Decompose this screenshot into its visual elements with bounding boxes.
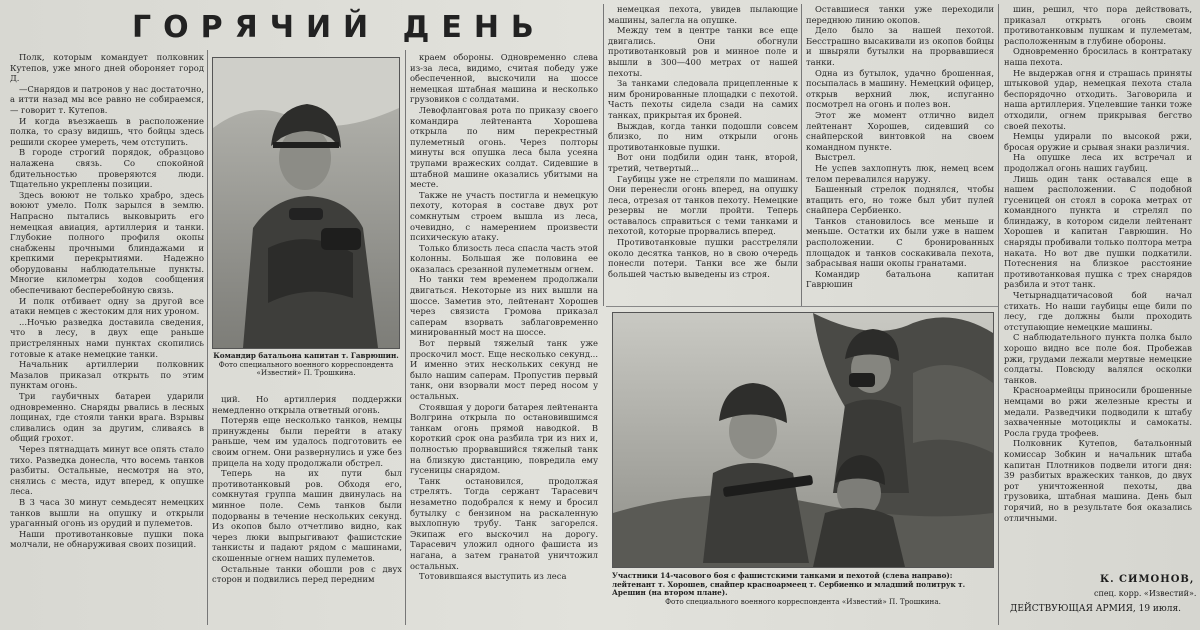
paragraph: С наблюдательного пункта полка было хорошо видно все поле боя. Пробежав ржи, грудами лежали мертвые немецкие солдаты. Повсюду валялся осколки танков. xyxy=(1004,332,1192,385)
paragraph: Также не участь постигла и немецкую пехоту, которая в составе двух рот сомкнутым строем вышла из леса, очевидно, с намерением произвести психическую атаку. xyxy=(410,189,598,243)
author-signature: К. СИМОНОВ, xyxy=(1100,574,1195,585)
paragraph: И когда въезжаешь в расположение полка, то сразу видишь, что бойцы здесь решили скорее умереть, чем отступить. xyxy=(10,115,204,147)
dateline: ДЕЙСТВУЮЩАЯ АРМИЯ, 19 июля. xyxy=(1010,604,1182,614)
paragraph: Гаубицы уже не стреляли по машинам. Они перенесли огонь вперед, на опушку леса, отрезая от танков пехоту. Немецкие резервы не могли пройти. Теперь оставалось справиться с теми танками и пехотой, которые прорвались вперед. xyxy=(608,173,798,237)
paragraph: Стоявшая у дороги батарея лейтенанта Волгрина открыла по остановившимся танкам огонь прямой наводкой. В короткий срок она разбила три из них и, полностью прорвавшийся тяжелый танк на близкую дистанцию, повредила ему гусеницы снарядом. xyxy=(410,401,598,476)
paragraph: Этот же момент отлично видел лейтенант Хорошев, сидевший со снайперской винтовкой на своем командном пункте. xyxy=(806,109,994,152)
paragraph: Командир батальона капитан Гаврюшин xyxy=(806,268,994,290)
paragraph: Через пятнадцать минут все опять стало тихо. Разведка донесла, что восемь танков разбиты. Остальные, несмотря на это, снялись с места, идут вперед, к опушке леса. xyxy=(10,443,204,497)
paragraph: Лишь один танк оставался еще в нашем расположении. С подобной гусеницей он стоял в сорока метрах от командного пункта и стрелял по блиндажу, в котором сидели лейтенант Хорошев и капитан Гаврюшин. Но снаряды пробивали только полтора метра наката. Но вот две пушки подкатили. Потеснения на близкое расстояние противотанковая пушка с трех снарядов разбила и этот танк. xyxy=(1004,173,1192,290)
paragraph: Остальные танки обошли ров с двух сторон и подвились перед передним xyxy=(212,563,402,585)
paragraph: Башенный стрелок поднялся, чтобы втащить его, но тоже был убит пулей снайпера Сербиенко. xyxy=(806,184,994,216)
paragraph: Противотанковые пушки расстреляли около десятка танков, но в свою очередь понесли потери. Танки все же были большей частью выведены из строя. xyxy=(608,237,798,279)
paragraph: Здесь воюют не только храбро, здесь воюют умело. Полк зарылся в землю. Напрасно пытались выковырить его немецкая авиация, артиллерия и танки. Глубокие полного профиля окопы снабжены прочными блиндажами и крепкими перекрытиями. Надежно оборудованы наблюдательные пункты. Многие километры ходов сообщения обеспечивают бесперебойную связь. xyxy=(10,189,204,296)
soldiers-group-photo xyxy=(612,312,994,568)
paragraph: Между тем в центре танки все еще двигались. Они обогнули противотанковый ров и минное поле и вышли в 300—400 метрах от нашей пехоты. xyxy=(608,25,798,78)
paragraph: Тотовившаяся выступить из леса xyxy=(419,571,567,582)
photo2-caption xyxy=(612,572,994,606)
column-2-bottom xyxy=(212,394,402,625)
paragraph: Начальник артиллерии полковник Мазалов приказал открыть по этим пунктам огонь. xyxy=(10,359,204,391)
article-title: ГОРЯЧИЙ ДЕНЬ xyxy=(132,10,546,45)
photo1-credit: Фото специального военного корреспондента «Известий» П. Трошкина. xyxy=(218,359,394,378)
paragraph: Три гаубичных батареи ударили одновременно. Снаряды рвались в лесных лощинах, где стояли танки врага. Взрывы сливались один за другим, сливаясь в общий грохот. xyxy=(10,391,204,444)
paragraph: Полковник Кутепов, батальонный комиссар Зобкин и начальник штаба капитан Плотников подвели итоги дня: 39 разбитых вражеских танков, до двух рот уничтоженной пехоты, два грузовика, штабная машина. День был горячий, но в результате боя оказались отличными. xyxy=(1004,438,1192,523)
paragraph: ...Ночью разведка доставила сведения, что в лесу, в двух еще раньше пристрелянных нами пунктах скопились готовые к атаке немецкие танки. xyxy=(10,316,204,359)
author-role: спец. корр. «Известий». xyxy=(1094,589,1197,598)
paragraph: Одновременно бросилась в контратаку наша пехота. xyxy=(1004,46,1192,67)
paragraph: И полк отбивает одну за другой все атаки немцев с жестоким для них уроном. xyxy=(10,295,204,317)
column-4 xyxy=(608,4,798,304)
paragraph: Танк остановился, продолжая стрелять. Тогда сержант Тарасевич незаметно подобрался к нему и бросил бутылку с бензином на раскаленную выхлопную трубу. Танк загорелся. Экипаж его выскочил на дорогу. Тарасевич уложил одного фашиста из нагана, а затем гранатой уничтожил остальных. xyxy=(410,475,598,571)
paragraph: Выстрел. xyxy=(815,152,856,163)
paragraph: Вот они подбили один танк, второй, третий, четвертый... xyxy=(608,152,798,173)
column-rule xyxy=(998,4,999,625)
column-rule xyxy=(801,4,802,306)
paragraph: За танками следовала прицепленные к ним бронированные площадки с пехотой. Часть пехоты сидела сзади на самих танках, прикрытая их броней. xyxy=(608,78,798,120)
photo2-caption-text: Участники 14-часового боя с фашистскими танками и пехотой (слева направо): лейтенант т. Хорошев, снайпер красноармеец т. Сербиенко и младший политрук т. Арешин (на втором плане). xyxy=(612,571,966,598)
section-rule xyxy=(606,306,998,307)
paragraph: В 3 часа 30 минут семьдесят немецких танков вышли на опушку и открыли ураганный огонь из орудий и пулеметов. xyxy=(10,496,204,529)
commander-portrait-photo xyxy=(212,57,400,349)
paragraph: Дело было за нашей пехотой. Бесстрашно высакивали из окопов бойцы и швыряли бутылки на прорвавшиеся танки. xyxy=(806,25,994,67)
paragraph: Не успев захлопнуть люк, немец всем телом перевалился наружу. xyxy=(806,162,994,184)
paragraph: В городе строгий порядок, образцово налажена связь. Со спокойной бдительностью проверяются люди. Тщательно укреплены позиции. xyxy=(10,147,204,190)
column-3 xyxy=(410,52,598,624)
paragraph: Оставшиеся танки уже переходили переднюю линию окопов. xyxy=(806,4,994,25)
paragraph: Только близость леса спасла часть этой колонны. Большая же половина ее оказалась срезанной пулеметным огнем. xyxy=(410,242,598,274)
paragraph: Наши противотанковые пушки пока молчали, не обнаруживая своих позиций. xyxy=(10,528,204,550)
paragraph: Но танки тем временем продолжали двигаться. Некоторые из них вышли на шоссе. Заметив это, лейтенант Хорошев через связиста Громова приказал саперам взорвать заблаговременно минированный мост на шоссе. xyxy=(410,274,598,338)
paragraph: Потеряв еще несколько танков, немцы принуждены были перейти в атаку раньше, чем им удалось подготовить ее своим огнем. Они развернулись и уже без прицела на ходу продолжали обстрел. xyxy=(212,415,402,468)
paragraph: Полк, которым командует полковник Кутепов, уже много дней обороняет город Д. xyxy=(10,52,204,84)
paragraph: Не выдержав огня и страшась приняты штыковой удар, немецкая пехота стала беспорядочно отходить. Заговорила и наша артиллерия. Уцелевшие танки тоже отходили, огнем прикрывая бегство своей пехоты. xyxy=(1004,67,1192,131)
paragraph: Выждав, когда танки подошли совсем близко, по ним открыли огонь противотанковые пушки. xyxy=(608,120,798,152)
paragraph: Одна из бутылок, удачно брошенная, посыпалась в машину. Немецкий офицер, открыв верхний люк, испуганно посмотрел на огонь и полез вон. xyxy=(806,67,994,110)
paragraph: ций. Но артиллерия поддержки немедленно открыла ответный огонь. xyxy=(212,394,402,415)
paragraph: —Снарядов и патронов у нас достаточно, а итти назад мы все равно не собираемся, — говорит т. Кутепов. xyxy=(10,83,204,115)
paragraph: На опушке леса их встречал и продолжал огонь наших гаубиц. xyxy=(1004,152,1192,173)
paragraph: Танков становилось все меньше и меньше. Остатки их были уже в нашем расположении. С бронированных площадок и танков соскакивала пехота, забрасывая наши окопы гранатами. xyxy=(806,215,994,269)
column-rule xyxy=(603,4,604,306)
paragraph: Теперь на их пути был противотанковый ров. Обходя его, сомкнутая группа машин двинулась на минное поле. Семь танков были подорваны в течение нескольких секунд. Из окопов было отчетливо видно, как через люки выпрыгивают фашистские танкисты и падают рядом с машинами, скошенные огнем наших пулеметов. xyxy=(212,468,402,563)
paragraph: немецкая пехота, увидев пылающие машины, залегла на опушке. xyxy=(608,4,798,25)
column-5 xyxy=(806,4,994,304)
photo1-caption-text: Командир батальона капитан т. Гаврюшин. xyxy=(213,351,399,360)
column-rule xyxy=(207,50,208,625)
paragraph: Немцы удирали по высокой ржи, бросая оружие и срывая знаки различия. xyxy=(1004,131,1192,152)
paragraph: шин, решил, что пора действовать, приказал открыть огонь своим противотанковым пушкам и пулеметам, расположенным в глубине обороны. xyxy=(1004,4,1192,46)
paragraph: Вот первый тяжелый танк уже проскочил мост. Еще несколько секунд... И именно этих нескольких секунд не было нашим саперам. Пропустив первый танк, они взорвали мост перед носом у остальных. xyxy=(410,338,598,401)
column-1 xyxy=(10,52,204,624)
photo1-caption xyxy=(212,352,400,378)
paragraph: Красноармейцы приносили брошенные немцами во ржи железные кресты и медали. Разведчики подводили к штабу захваченные мотоциклы и самокаты. Росла груда трофеев. xyxy=(1004,385,1192,438)
photo2-credit: Фото специального военного корреспондента «Известий» П. Трошкина. xyxy=(665,596,941,606)
column-6 xyxy=(1004,4,1192,572)
column-rule xyxy=(405,50,406,625)
paragraph: Четырнадцатичасовой бой начал стихать. Но наши гаубицы еще били по лесу, где должны были проходить отступающие немецкие машины. xyxy=(1004,290,1192,332)
paragraph: Левофланговая рота по приказу своего командира лейтенанта Хорошева открыла по ним перекрестный пулеметный огонь. Через полторы минуты вся опушка леса была усеяна трупами вражеских солдат. Сидевшие в штабной машине оказались убитыми на месте. xyxy=(410,104,598,190)
paragraph: краем обороны. Одновременно слева из-за леса, видимо, считая победу уже обеспеченной, выскочили на шоссе немецкая штабная машина и несколько грузовиков с солдатами. xyxy=(410,52,598,105)
